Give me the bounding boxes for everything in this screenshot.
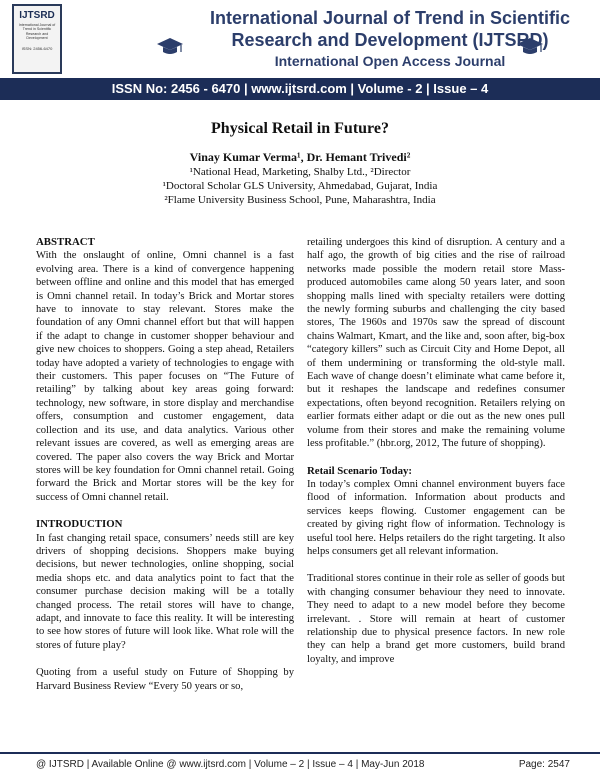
retail-scenario-paragraph-1: In today’s complex Omni channel environment buyers face flood of information. Information about products and services keeps flowing. Customer engagement can be created by giving right flow of information. Technology is useful tool here. Helps retailers do the right targeting. It also helps consumers get all relevant information. [307,478,565,557]
abstract-heading: ABSTRACT [36,236,95,248]
journal-logo [12,4,62,74]
right-column [307,236,565,666]
paper-title: Physical Retail in Future? [211,120,389,137]
journal-title-line1: International Journal of Trend in Scientific [209,8,571,28]
affiliation-2: ¹Doctoral Scholar GLS University, Ahmedabad, Gujarat, India [162,180,438,192]
retail-scenario-heading: Retail Scenario Today: [307,464,412,477]
page-number: Page: 2547 [518,759,570,770]
introduction-heading: INTRODUCTION [36,518,123,531]
paper-authors: Vinay Kumar Verma¹, Dr. Hemant Trivedi² [189,150,411,164]
quote-continuation: retailing undergoes this kind of disruption. A century and a half ago, the growth of big cities and the rise of railroad networks made possible the modern retail store Mass-produced automobiles came along 50 years later, and soon shopping malls lined with specialty retailers were dotting the newly forming suburbs and challenging the city based stores, The 1960s and 1970s saw the spread of discount chains Walmart, Kmart, and the like and, soon after, big-box “category killers” such as Circuit City and Home Depot, all of them undermining or transforming the old-style mall. Each wave of change doesn’t eliminate what came before it, but it reshapes the landscape and redefines consumer expectations, often beyond recognition. Retailers relying on earlier formats either adapt or die out as the new ones pull volume from their stores and make the remaining volume less profitable.” (hbr.org, 2012, The future of shopping). [307,237,565,450]
page-footer [0,752,600,778]
introduction-paragraph-2: Quoting from a useful study on Future of Shopping by Harvard Business Review “Every 50 years or so, [36,667,294,692]
introduction-paragraph-1: In fast changing retail space, consumers’ needs still are key drivers of shopping decisions. Shoppers make buying decisions, but newer technologies, online shopping, social media shops etc. and data analytics point to fact that the consumer purchase decision making will be a totally changed process. The retail stores will have to change, adapt, and innovate to face this reality. It will be interesting to see how stores of future will look like. What role will the stores of future play? [36,532,294,651]
open-access-label: International Open Access Journal [274,53,506,69]
affiliation-1: ¹National Head, Marketing, Shalby Ltd., ²Director [189,166,411,178]
issn-bar: ISSN No: 2456 - 6470 | www.ijtsrd.com | Volume - 2 | Issue – 4 [0,78,600,100]
journal-title-line2: Research and Development (IJTSRD) [231,30,549,50]
retail-scenario-paragraph-2: Traditional stores continue in their role as seller of goods but with changing consumer behaviour they need to innovate. They need to adapt to a new model before they become irrelevant. . Store will remain at heart of customer relationship due to physical presence factors. In new role they can help a brand get more customers, build brand loyalty, and improve [307,573,565,665]
logo-abbrev: IJTSRD [19,10,55,21]
abstract-text: With the onslaught of online, Omni channel is a fast evolving area. There is a kind of convergence happening between offline and online and this model that has emerged is Omni channel retail. In today’s Brick and Mortar stores have to innovate to stay relevant. Stores make the foundation of any Omni channel effort but that will happen if the adapt to change in customer shopper behaviour and give new choices to shoppers. Going a step ahead, Retailers today have adopted a variety of technologies to engage with their customers. This paper focuses on “The Future of retailing” by talking about key areas going forward: technology, new software, in store display and merchandise offers, consumption and customer engagement, data collection and its use, and data analytics. Various other relevant issues are covered, as well as emerging areas are covered. The paper also covers the way Brick and Mortar stores will be key foundation for Omni channel retail. Going forward the Brick and Mortar stores will be the key for success of Omni channel retail. [36,250,294,503]
left-column [36,236,294,693]
footer-citation: @ IJTSRD | Available Online @ www.ijtsrd.com | Volume – 2 | Issue – 4 | May-Jun 2018 [36,759,425,770]
affiliation-3: ²Flame University Business School, Pune, Maharashtra, India [164,194,436,206]
logo-text: International Journal of Trend in Scientific Research and Development [18,23,56,41]
journal-header [0,0,600,110]
logo-issn: ISSN: 2456-6470 [21,45,53,51]
